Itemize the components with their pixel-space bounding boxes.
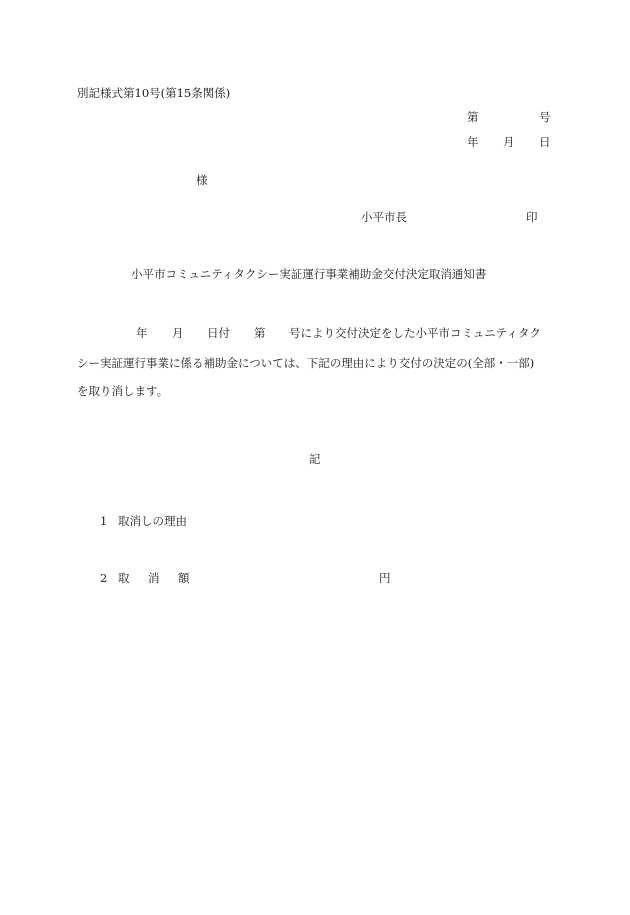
body-line-2: シー実証運行事業に係る補助金については、下記の理由により交付の決定の(全部・一部) xyxy=(77,356,535,370)
date-day: 日 xyxy=(539,135,551,149)
document-number-dai: 第 xyxy=(467,110,479,124)
document-number-go: 号 xyxy=(539,110,551,124)
body-line-3: を取り消します。 xyxy=(77,384,169,398)
body-month: 月 xyxy=(172,326,184,340)
date-year: 年 xyxy=(467,135,479,149)
item-2-label-char-1: 取 xyxy=(118,571,130,585)
item-2-number: 2 xyxy=(100,571,108,585)
body-year: 年 xyxy=(136,326,148,340)
item-2-label-char-2: 消 xyxy=(148,571,160,585)
body-line1-rest: 号により交付決定をした小平市コミュニティタク xyxy=(289,326,541,340)
body-day-dated: 日付 xyxy=(207,326,230,340)
form-number: 別記様式第10号(第15条関係) xyxy=(77,86,231,100)
body-dai: 第 xyxy=(254,326,266,340)
sender-mayor: 小平市長 xyxy=(361,210,407,224)
date-month: 月 xyxy=(503,135,515,149)
seal-mark: 印 xyxy=(526,210,538,224)
item-2-unit: 円 xyxy=(379,571,391,585)
recipient-sama: 様 xyxy=(196,173,208,187)
item-1-number: 1 xyxy=(100,514,108,528)
ki-heading: 記 xyxy=(309,452,321,466)
document-title: 小平市コミュニティタクシー実証運行事業補助金交付決定取消通知書 xyxy=(131,267,487,281)
item-2-label-char-3: 額 xyxy=(178,571,190,585)
item-1-label: 取消しの理由 xyxy=(118,514,187,528)
